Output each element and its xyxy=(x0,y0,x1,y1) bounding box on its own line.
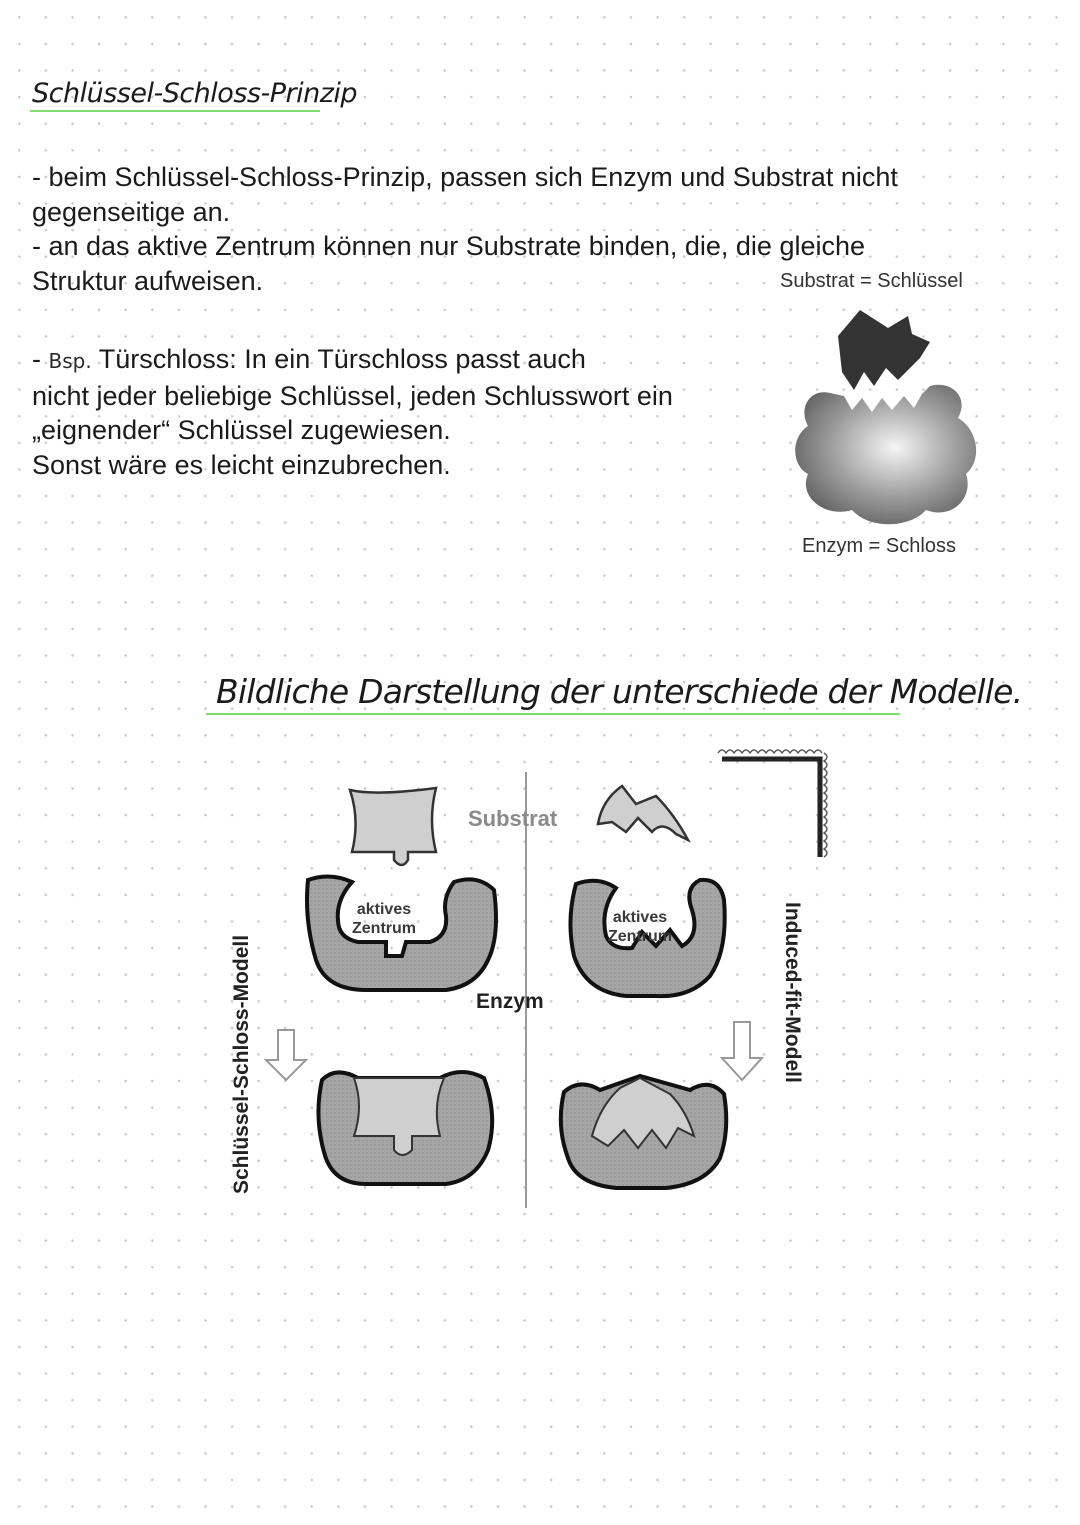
active-site-line: Zentrum xyxy=(608,928,672,945)
heading-underline xyxy=(30,110,320,112)
lock-model-arrow-down xyxy=(266,1030,306,1080)
example-line-1: Türschloss: In ein Türschloss passt auch xyxy=(91,344,586,374)
lock-enzyme-shape xyxy=(795,385,976,525)
lock-model-substrate xyxy=(350,788,436,865)
text-line xyxy=(32,342,772,379)
lock-figure-bottom-label: Enzym = Schloss xyxy=(802,535,956,557)
text-line: „eignender“ Schlüssel zugewiesen. xyxy=(32,415,451,445)
text-line: nicht jeder beliebige Schlüssel, jeden Schlusswort ein xyxy=(32,380,673,411)
model-comparison-figure xyxy=(226,760,804,1210)
label-substrat: Substrat xyxy=(468,806,558,831)
active-site-label-right xyxy=(598,908,682,946)
text-line: Struktur aufweisen. xyxy=(32,265,264,296)
active-site-line: aktives xyxy=(612,909,668,926)
lock-key-figure xyxy=(790,298,980,530)
dash: - xyxy=(32,344,49,374)
key-substrate-shape xyxy=(838,310,930,390)
example-label: Bsp. xyxy=(48,349,92,373)
fit-model-substrate xyxy=(598,786,688,840)
label-induced-fit-model: Induced-fit-Modell xyxy=(781,902,804,1083)
lock-figure-top-label: Substrat = Schlüssel xyxy=(780,270,963,292)
figure-title: Bildliche Darstellung der unterschiede der Modelle. xyxy=(216,672,1023,711)
text-line: - an das aktive Zentrum können nur Substrate binden, die, die gleiche xyxy=(32,231,866,261)
active-site-line: aktives xyxy=(356,901,412,918)
page-heading: Schlüssel-Schloss-Prinzip xyxy=(32,78,357,109)
text-line: Sonst wäre es leicht einzubrechen. xyxy=(32,449,451,480)
text-line: - beim Schlüssel-Schloss-Prinzip, passen sich Enzym und Substrat nicht xyxy=(32,162,898,192)
figure-title-underline xyxy=(206,713,900,715)
fit-model-arrow-down xyxy=(722,1022,762,1080)
label-lock-and-key-model: Schlüssel-Schloss-Modell xyxy=(230,934,253,1194)
active-site-line: Zentrum xyxy=(352,920,416,937)
label-enzym: Enzym xyxy=(476,990,544,1013)
active-site-label-left xyxy=(344,900,424,938)
paragraph-example xyxy=(32,342,772,482)
text-line: gegenseitige an. xyxy=(32,196,231,227)
